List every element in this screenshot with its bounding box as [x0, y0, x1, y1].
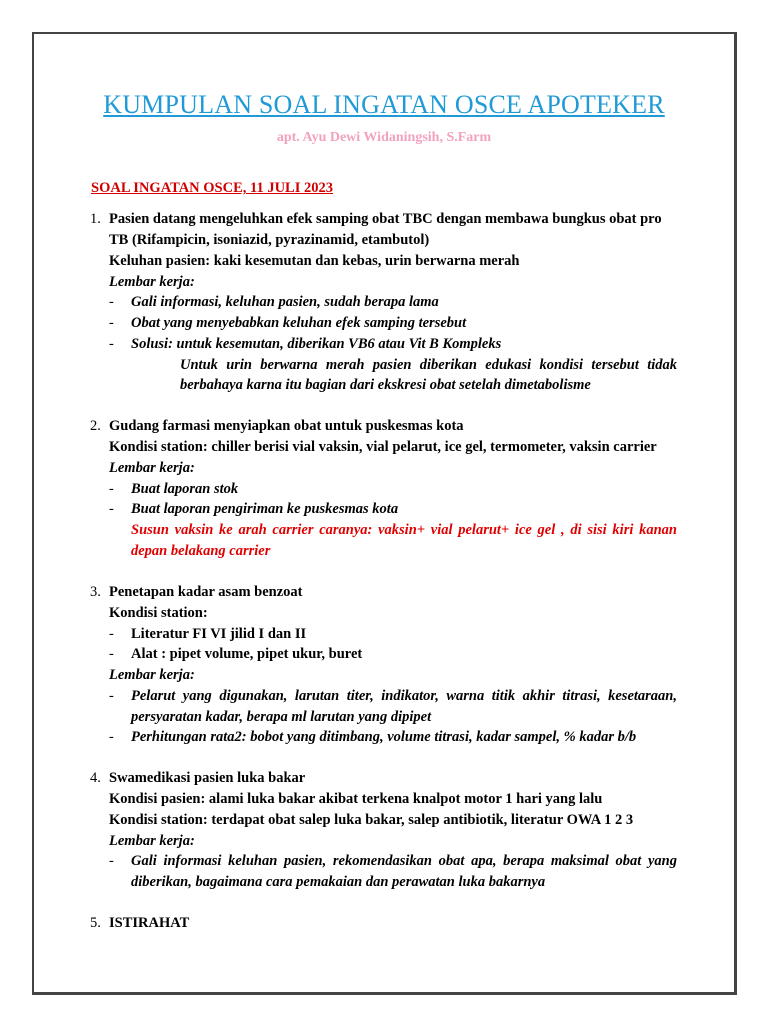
item-text: ISTIRAHAT [109, 915, 190, 931]
item-text: Penetapan kadar asam benzoat [109, 584, 303, 600]
bullet-dash: - [109, 481, 114, 497]
item-text: Kondisi station: [109, 605, 208, 621]
note-text: Untuk urin berwarna merah pasien diberikan edukasi kondisi tersebut tidak [180, 357, 677, 373]
bullet-dash: - [109, 626, 114, 642]
station-bullet-text: Alat : pipet volume, pipet ukur, buret [131, 646, 363, 662]
document-title: KUMPULAN SOAL INGATAN OSCE APOTEKER [103, 90, 665, 119]
bullet-dash: - [109, 501, 114, 517]
item-number: 4. [90, 770, 101, 786]
worksheet-label: Lembar kerja: [109, 274, 195, 290]
item-text: Kondisi station: chiller berisi vial vaksin, vial pelarut, ice gel, termometer, vaksin carrier [109, 439, 657, 455]
bullet-text: diberikan, bagaimana cara pemakaian dan perawatan luka bakarnya [131, 874, 546, 890]
bullet-text: Gali informasi, keluhan pasien, sudah berapa lama [131, 294, 439, 310]
bullet-text: Pelarut yang digunakan, larutan titer, indikator, warna titik akhir titrasi, kesetaraan, [131, 688, 677, 704]
note-text: berbahaya karna itu bagian dari ekskresi obat setelah dimetabolisme [180, 377, 591, 393]
item-number: 3. [90, 584, 101, 600]
bullet-dash: - [109, 646, 114, 662]
item-number: 2. [90, 418, 101, 434]
bullet-text: Buat laporan pengiriman ke puskesmas kota [131, 501, 399, 517]
section-title: SOAL INGATAN OSCE, 11 JULI 2023 [91, 180, 333, 196]
red-note-text: Susun vaksin ke arah carrier caranya: vaksin+ vial pelarut+ ice gel , di sisi kiri kanan [131, 522, 677, 538]
bullet-text: Gali informasi keluhan pasien, rekomendasikan obat apa, berapa maksimal obat yang [131, 853, 677, 869]
item-number: 1. [90, 211, 101, 227]
item-text: Gudang farmasi menyiapkan obat untuk puskesmas kota [109, 418, 464, 434]
bullet-text: Buat laporan stok [131, 481, 239, 497]
author-name: apt. Ayu Dewi Widaningsih, S.Farm [276, 130, 492, 145]
bullet-dash: - [109, 315, 114, 331]
bullet-dash: - [109, 853, 114, 869]
item-text: Kondisi pasien: alami luka bakar akibat terkena knalpot motor 1 hari yang lalu [109, 791, 603, 807]
bullet-dash: - [109, 688, 114, 704]
item-text: Swamedikasi pasien luka bakar [109, 770, 306, 786]
bullet-text: Obat yang menyebabkan keluhan efek samping tersebut [131, 315, 467, 331]
bullet-text: Solusi: untuk kesemutan, diberikan VB6 atau Vit B Kompleks [131, 336, 502, 352]
bullet-dash: - [109, 294, 114, 310]
item-text: Keluhan pasien: kaki kesemutan dan kebas, urin berwarna merah [109, 253, 520, 269]
station-bullet-text: Literatur FI VI jilid I dan II [131, 626, 307, 642]
worksheet-label: Lembar kerja: [109, 833, 195, 849]
worksheet-label: Lembar kerja: [109, 667, 195, 683]
bullet-dash: - [109, 729, 114, 745]
item-number: 5. [90, 915, 101, 931]
red-note-text: depan belakang carrier [131, 543, 271, 559]
item-text: Pasien datang mengeluhkan efek samping obat TBC dengan membawa bungkus obat pro [109, 211, 662, 227]
item-text: Kondisi station: terdapat obat salep luka bakar, salep antibiotik, literatur OWA 1 2 3 [109, 812, 634, 828]
item-text: TB (Rifampicin, isoniazid, pyrazinamid, etambutol) [109, 232, 430, 248]
bullet-text: persyaratan kadar, berapa ml larutan yang dipipet [131, 709, 432, 725]
bullet-text: Perhitungan rata2: bobot yang ditimbang, volume titrasi, kadar sampel, % kadar b/b [131, 729, 637, 745]
bullet-dash: - [109, 336, 114, 352]
worksheet-label: Lembar kerja: [109, 460, 195, 476]
